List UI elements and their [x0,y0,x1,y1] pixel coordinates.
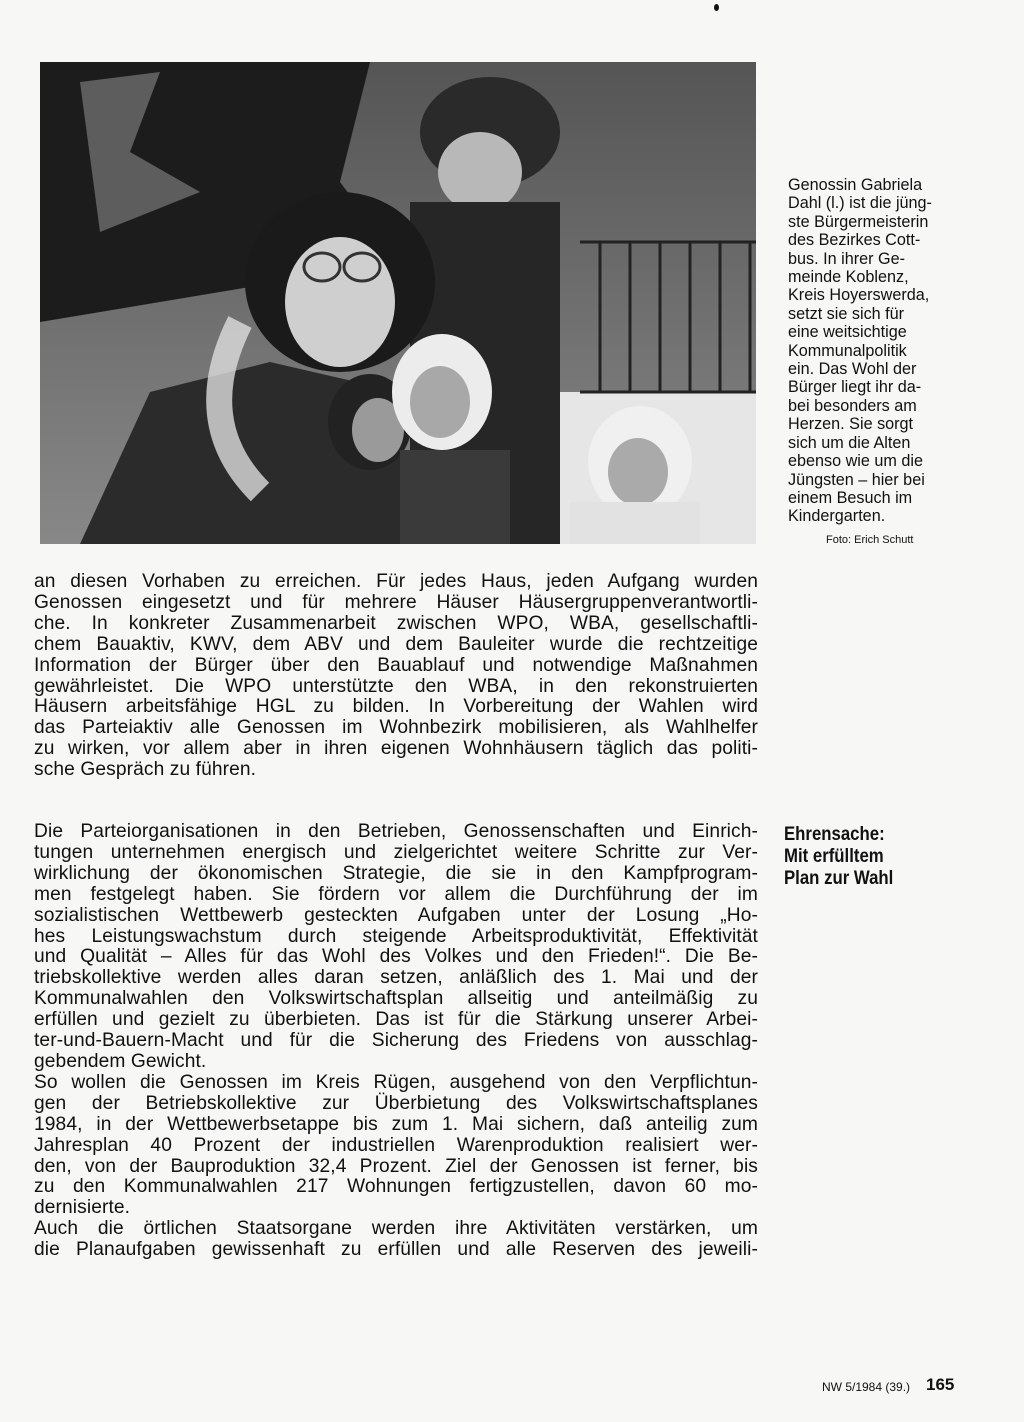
text-line: triebskollektive werden alles daran setzen, anläßlich des 1. Mai und der [34,967,758,989]
caption-line: Genossin Gabriela [788,176,923,194]
caption-line: ein. Das Wohl der [788,360,917,379]
text-line: chem Bauaktiv, KWV, dem ABV und dem Bauleiter wurde die rechtzeitige [34,633,758,655]
caption-line: Kindergarten. [788,507,886,526]
text-line: sozialistischen Wettbewerb gesteckten Aufgaben unter der Losung „Ho- [34,904,758,926]
text-line: hes Leistungswachstum durch steigende Arbeitsproduktivität, Effektivität [34,925,758,947]
caption-line: bus. In ihrer Ge- [788,249,905,268]
caption-line: eine weitsichtige [788,323,907,342]
caption-line: ste Bürgermeisterin [788,212,929,231]
text-line: den, von der Bauproduktion 32,4 Prozent. Ziel der Genossen ist ferner, bis [34,1155,758,1177]
caption-line: Kreis Hoyerswerda, [788,286,930,305]
photo-caption [788,176,978,526]
page-number: 165 [926,1375,955,1394]
text-line: an diesen Vorhaben zu erreichen. Für jedes Haus, jeden Aufgang wurden [34,571,758,592]
caption-line: ebenso wie um die [788,452,923,471]
text-line: gen der Betriebskollektive zur Überbietung des Volkswirtschaftsplanes [34,1092,758,1114]
text-line: ter-und-Bauern-Macht und für die Sicherung des Friedens von ausschlag- [34,1030,758,1052]
issue-reference: NW 5/1984 (39.) [822,1380,911,1394]
text-line: gebendem Gewicht. [34,1050,207,1072]
text-line: Auch die örtlichen Staatsorgane werden ihre Aktivitäten verstärken, um [34,1218,758,1240]
text-line: das Parteiaktiv alle Genossen im Wohnbezirk mobilisieren, als Wahlhelfer [34,717,758,739]
text-line: Häusern arbeitsfähige HGL zu bilden. In Vorbereitung der Wahlen wird [34,696,758,718]
text-line: gewährleistet. Die WPO unterstützte den WBA, in den rekonstruierten [34,675,758,697]
news-photo [40,62,756,544]
text-line: tungen unternehmen energisch und zielgerichtet weitere Schritte zur Ver- [34,841,758,863]
heading-line: Mit erfülltem [784,845,884,867]
print-speck [714,4,719,11]
caption-line: Dahl (l.) ist die jüng- [788,194,932,213]
caption-line: Jüngsten – hier bei [788,470,925,489]
text-line: Information der Bürger über den Bauablauf und notwendige Maßnahmen [34,654,758,676]
section-heading [784,823,956,889]
caption-line: sich um die Alten [788,433,911,452]
caption-line: Bürger liegt ihr da- [788,378,922,397]
text-line: Jahresplan 40 Prozent der industriellen Warenproduktion realisiert wer- [34,1134,758,1156]
caption-line: des Bezirkes Cott- [788,231,921,250]
photo-credit: Foto: Erich Schutt [826,534,914,546]
text-line: zu den Kommunalwahlen 217 Wohnungen fertigzustellen, davon 60 mo- [34,1176,758,1198]
paragraph-1 [34,572,758,781]
text-line: erfüllen und gezielt zu überbieten. Das ist für die Stärkung unserer Arbei- [34,1009,758,1031]
text-line: 1984, in der Wettbewerbsetappe bis zum 1. Mai sichern, daß anteilig zum [34,1113,758,1135]
caption-line: bei besonders am [788,396,917,415]
caption-line: Herzen. Sie sorgt [788,415,914,434]
caption-line: einem Besuch im [788,488,913,507]
text-line: men festgelegt haben. Sie fördern vor allem die Durchführung der im [34,883,758,905]
text-line: Kommunalwahlen den Volkswirtschaftsplan allseitig und anteilmäßig zu [34,988,758,1010]
paragraph-2 [34,822,758,1261]
text-line: So wollen die Genossen im Kreis Rügen, ausgehend von den Verpflichtun- [34,1071,758,1093]
text-line: die Planaufgaben gewissenhaft zu erfüllen und alle Reserven des jeweili- [34,1239,758,1261]
text-line: che. In konkreter Zusammenarbeit zwischen WPO, WBA, gesellschaftli- [34,612,758,634]
caption-line: Kommunalpolitik [788,341,907,360]
text-line: wirklichung der ökonomischen Strategie, die sie in den Kampfprogram- [34,862,758,884]
text-line: dernisierte. [34,1197,131,1219]
text-line: zu wirken, vor allem aber in ihren eigenen Wohnhäusern täglich das politi- [34,738,758,760]
caption-line: setzt sie sich für [788,304,905,323]
text-line: sche Gespräch zu führen. [34,759,257,781]
caption-line: meinde Koblenz, [788,268,909,287]
photo-of-woman-and-children-icon [40,62,756,544]
text-line: Genossen eingesetzt und für mehrere Häuser Häusergruppenverantwortli- [34,591,758,613]
text-line: und Qualität – Alles für das Wohl des Volkes und den Frieden!“. Die Be- [34,946,758,968]
heading-line: Plan zur Wahl [784,867,894,889]
text-line: Die Parteiorganisationen in den Betrieben, Genossenschaften und Einrich- [34,821,758,842]
heading-line: Ehrensache: [784,823,885,845]
